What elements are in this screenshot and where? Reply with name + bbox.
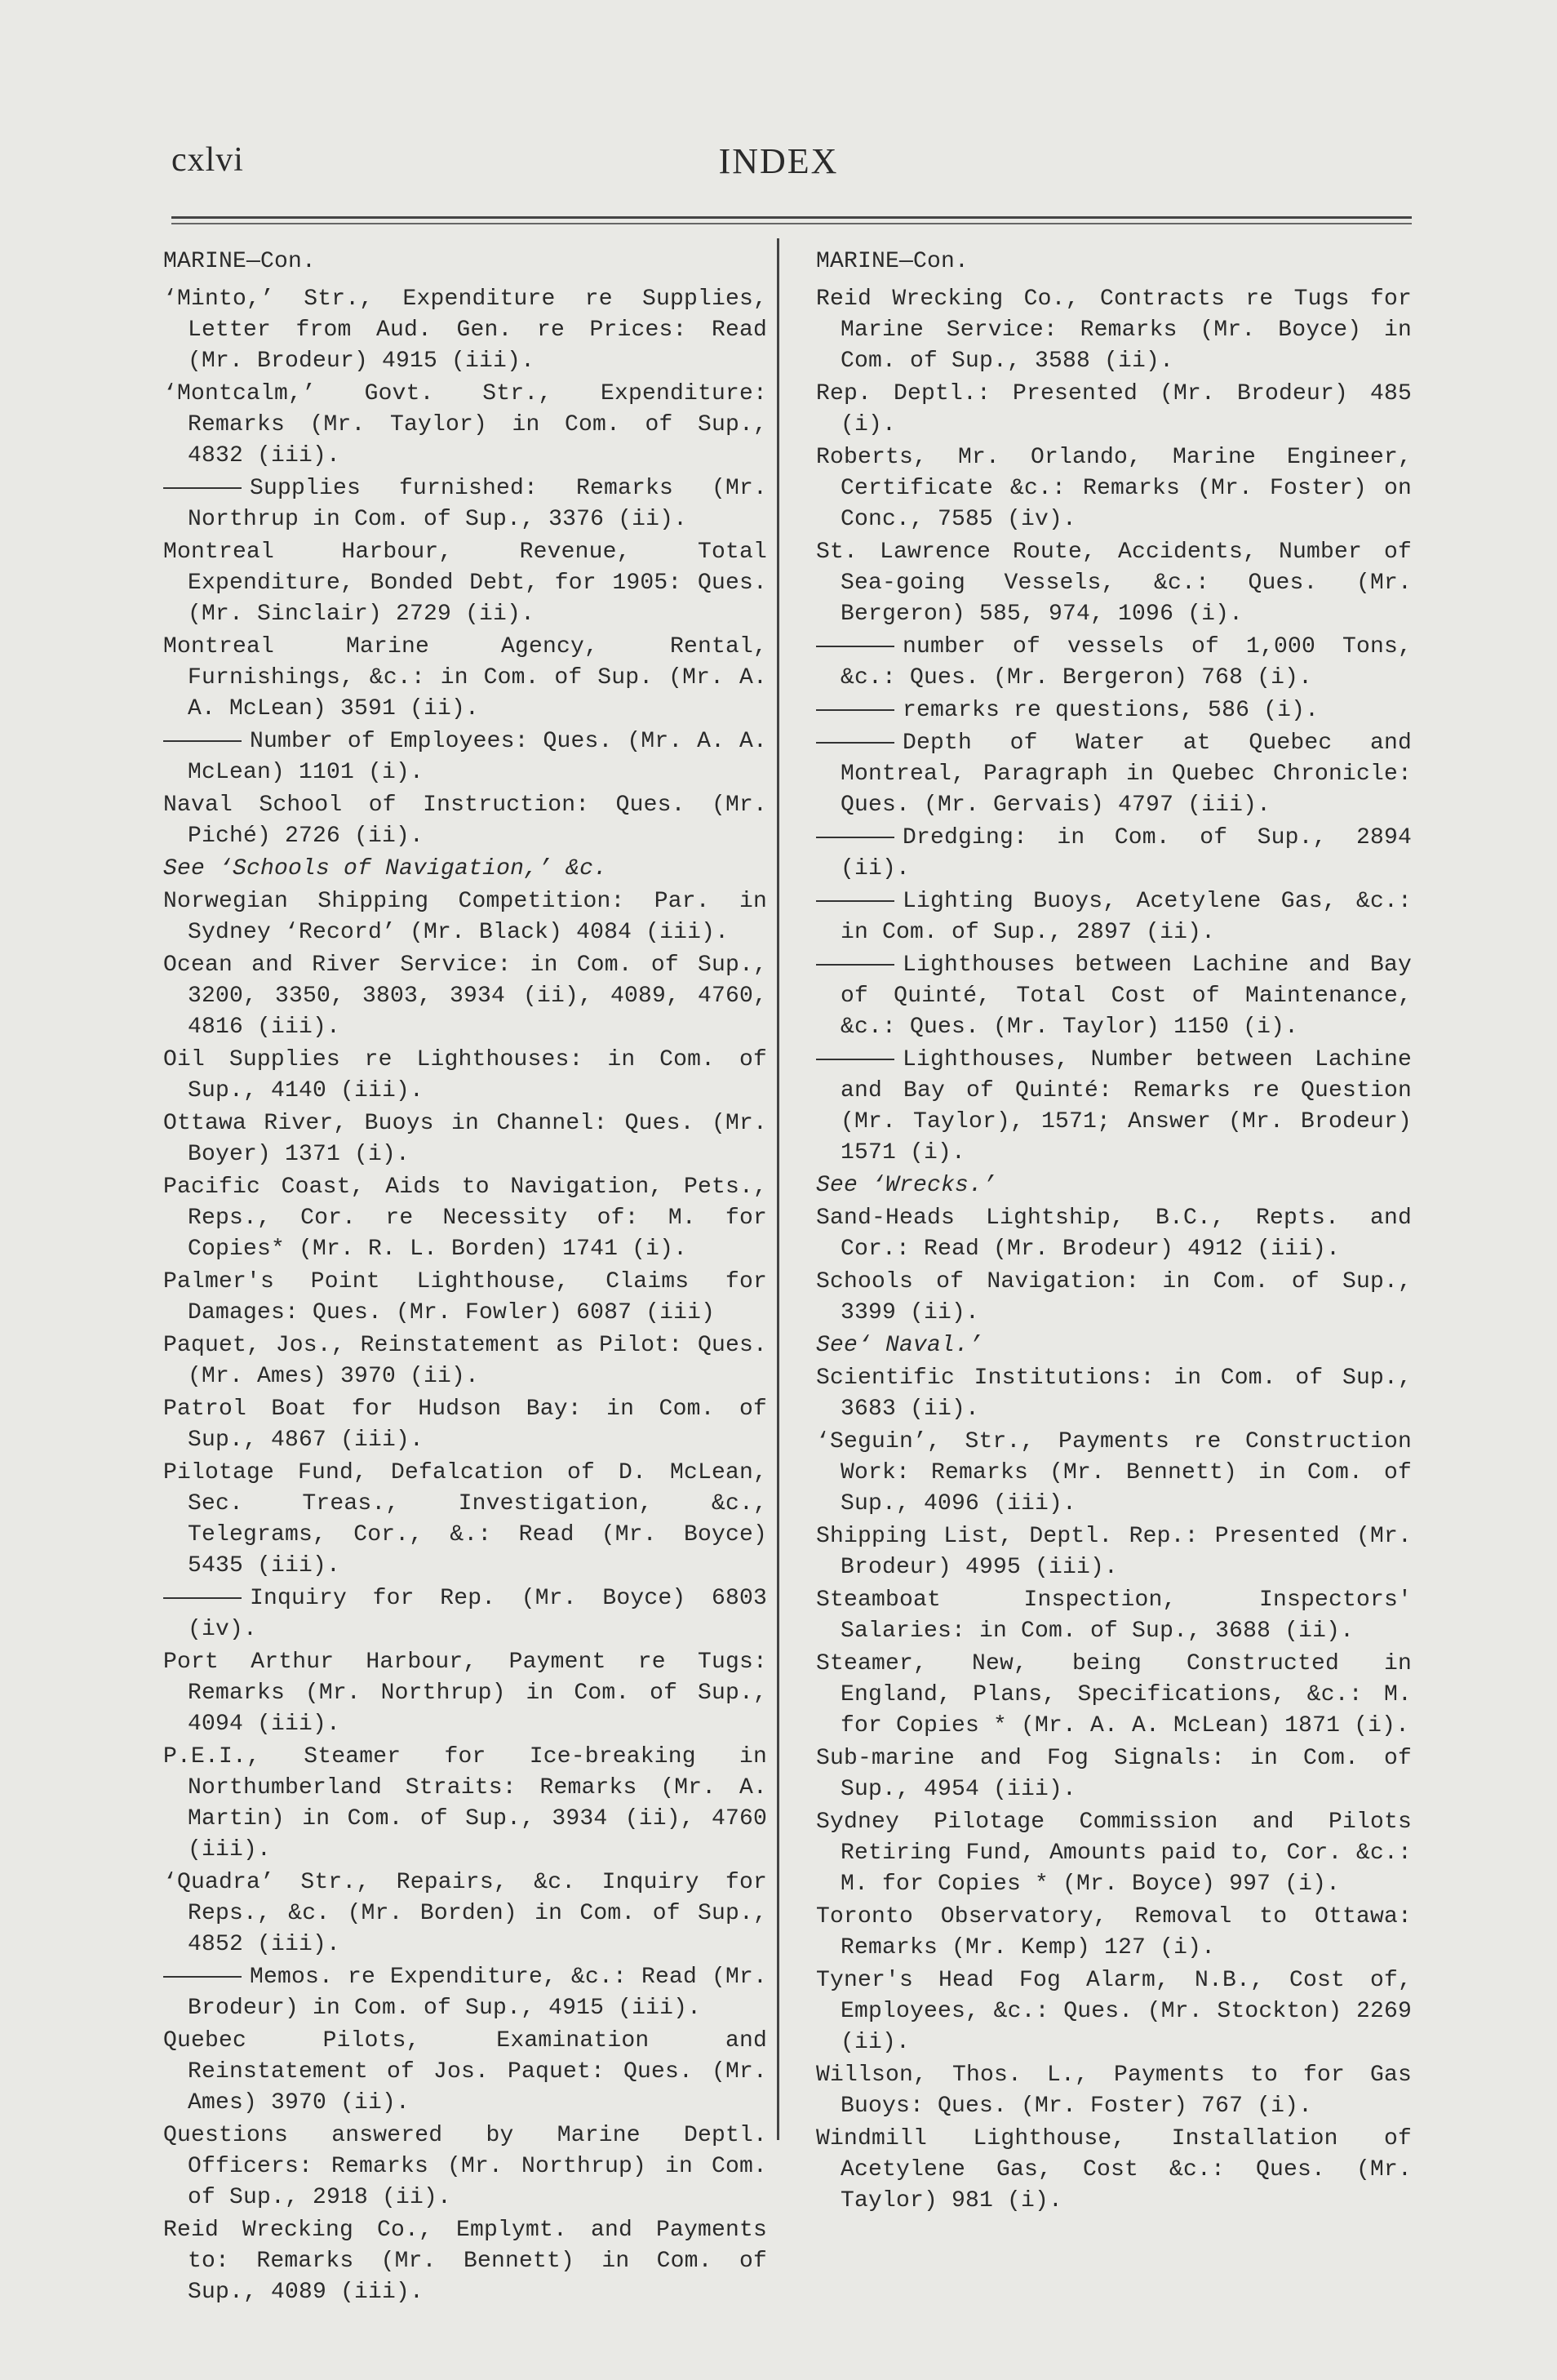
sub-entry: number of vessels of 1,000 Tons, &c.: Ques. (Mr. Bergeron) 768 (i).	[816, 632, 1412, 694]
cross-reference: See ‘Wrecks.’	[816, 1173, 997, 1198]
index-entry: Naval School of Instruction: Ques. (Mr. Piché) 2726 (ii).	[163, 793, 767, 849]
index-entry: Tyner's Head Fog Alarm, N.B., Cost of, Employees, &c.: Ques. (Mr. Stockton) 2269 (ii).	[816, 1968, 1412, 2055]
entry-list	[163, 284, 767, 2308]
header-rule-secondary	[171, 223, 1412, 224]
index-entry: Port Arthur Harbour, Payment re Tugs: Remarks (Mr. Northrup) in Com. of Sup., 4094 (iii).	[163, 1650, 767, 1737]
cross-reference: See ‘Schools of Navigation,’ &c.	[163, 856, 608, 881]
index-entry: Questions answered by Marine Deptl. Officers: Remarks (Mr. Northrup) in Com. of Sup., 2918 (ii).	[163, 2123, 767, 2210]
index-entry: Ocean and River Service: in Com. of Sup., 3200, 3350, 3803, 3934 (ii), 4089, 4760, 4816 (iii).	[163, 952, 767, 1040]
index-entry: St. Lawrence Route, Accidents, Number of Sea-going Vessels, &c.: Ques. (Mr. Bergeron) 585, 974, 1096 (i).	[816, 539, 1412, 627]
right-column	[816, 246, 1412, 2218]
index-entry: Pilotage Fund, Defalcation of D. McLean, Sec. Treas., Investigation, &c., Telegrams, Cor., &.: Read (Mr. Boyce) 5435 (iii).	[163, 1460, 767, 1579]
column-divider	[777, 238, 779, 2140]
index-entry: ‘Quadra’ Str., Repairs, &c. Inquiry for Reps., &c. (Mr. Borden) in Com. of Sup., 4852 (iii).	[163, 1870, 767, 1957]
index-entry: Montreal Harbour, Revenue, Total Expenditure, Bonded Debt, for 1905: Ques. (Mr. Sinclair) 2729 (ii).	[163, 539, 767, 627]
index-entry: Sydney Pilotage Commission and Pilots Retiring Fund, Amounts paid to, Cor. &c.: M. for Copies * (Mr. Boyce) 997 (i).	[816, 1809, 1412, 1897]
sub-entry: Number of Employees: Ques. (Mr. A. A. McLean) 1101 (i).	[163, 726, 767, 788]
sub-entry: Dredging: in Com. of Sup., 2894 (ii).	[816, 823, 1412, 885]
sub-entry: Lighthouses between Lachine and Bay of Quinté, Total Cost of Maintenance, &c.: Ques. (Mr. Taylor) 1150 (i).	[816, 950, 1412, 1043]
column-heading: MARINE—Con.	[163, 249, 317, 274]
index-entry: Quebec Pilots, Examination and Reinstatement of Jos. Paquet: Ques. (Mr. Ames) 3970 (ii).	[163, 2028, 767, 2116]
index-entry: Palmer's Point Lighthouse, Claims for Damages: Ques. (Mr. Fowler) 6087 (iii)	[163, 1269, 767, 1325]
index-entry: Willson, Thos. L., Payments to for Gas Buoys: Ques. (Mr. Foster) 767 (i).	[816, 2063, 1412, 2119]
index-entry: Schools of Navigation: in Com. of Sup., 3399 (ii).	[816, 1269, 1412, 1325]
index-entry: Sub-marine and Fog Signals: in Com. of Sup., 4954 (iii).	[816, 1746, 1412, 1802]
index-entry: Sand-Heads Lightship, B.C., Repts. and Cor.: Read (Mr. Brodeur) 4912 (iii).	[816, 1206, 1412, 1262]
page-title: INDEX	[718, 141, 839, 181]
cross-reference: See‘ Naval.’	[816, 1333, 983, 1358]
index-entry: Reid Wrecking Co., Contracts re Tugs for Marine Service: Remarks (Mr. Boyce) in Com. of Sup., 3588 (ii).	[816, 286, 1412, 374]
index-entry: Norwegian Shipping Competition: Par. in Sydney ‘Record’ (Mr. Black) 4084 (iii).	[163, 889, 767, 945]
index-entry: Shipping List, Deptl. Rep.: Presented (Mr. Brodeur) 4995 (iii).	[816, 1524, 1412, 1580]
sub-entry: Supplies furnished: Remarks (Mr. Northrup in Com. of Sup., 3376 (ii).	[163, 473, 767, 535]
index-entry: ‘Montcalm,’ Govt. Str., Expenditure: Remarks (Mr. Taylor) in Com. of Sup., 4832 (iii).	[163, 381, 767, 468]
sub-entry: remarks re questions, 586 (i).	[816, 695, 1412, 726]
index-entry: Steamer, New, being Constructed in England, Plans, Specifications, &c.: M. for Copies * (Mr. A. A. McLean) 1871 (i).	[816, 1651, 1412, 1738]
column-heading: MARINE—Con.	[816, 249, 969, 274]
sub-entry: Memos. re Expenditure, &c.: Read (Mr. Brodeur) in Com. of Sup., 4915 (iii).	[163, 1962, 767, 2024]
entry-list	[816, 284, 1412, 2217]
index-entry: Reid Wrecking Co., Emplymt. and Payments to: Remarks (Mr. Bennett) in Com. of Sup., 4089 (iii).	[163, 2218, 767, 2305]
index-entry: Steamboat Inspection, Inspectors' Salaries: in Com. of Sup., 3688 (ii).	[816, 1587, 1412, 1644]
index-entry: Patrol Boat for Hudson Bay: in Com. of Sup., 4867 (iii).	[163, 1396, 767, 1453]
index-entry: Oil Supplies re Lighthouses: in Com. of Sup., 4140 (iii).	[163, 1047, 767, 1103]
index-entry: Pacific Coast, Aids to Navigation, Pets., Reps., Cor. re Necessity of: M. for Copies* (Mr. R. L. Borden) 1741 (i).	[163, 1174, 767, 1262]
index-entry: Paquet, Jos., Reinstatement as Pilot: Ques. (Mr. Ames) 3970 (ii).	[163, 1333, 767, 1389]
sub-entry: Depth of Water at Quebec and Montreal, Paragraph in Quebec Chronicle: Ques. (Mr. Gervais) 4797 (iii).	[816, 728, 1412, 821]
index-entry: Ottawa River, Buoys in Channel: Ques. (Mr. Boyer) 1371 (i).	[163, 1111, 767, 1167]
index-entry: Windmill Lighthouse, Installation of Acetylene Gas, Cost &c.: Ques. (Mr. Taylor) 981 (i).	[816, 2126, 1412, 2213]
index-entry: ‘Minto,’ Str., Expenditure re Supplies, Letter from Aud. Gen. re Prices: Read (Mr. Brodeur) 4915 (iii).	[163, 286, 767, 374]
index-entry: Toronto Observatory, Removal to Ottawa: Remarks (Mr. Kemp) 127 (i).	[816, 1904, 1412, 1960]
index-entry: Montreal Marine Agency, Rental, Furnishings, &c.: in Com. of Sup. (Mr. A. A. McLean) 3591 (ii).	[163, 634, 767, 722]
header-rule	[171, 216, 1412, 219]
left-column	[163, 246, 767, 2310]
sub-entry: Inquiry for Rep. (Mr. Boyce) 6803 (iv).	[163, 1583, 767, 1645]
index-entry: ‘Seguin’, Str., Payments re Construction Work: Remarks (Mr. Bennett) in Com. of Sup., 4096 (iii).	[816, 1429, 1412, 1516]
index-entry: P.E.I., Steamer for Ice-breaking in Northumberland Straits: Remarks (Mr. A. Martin) in Com. of Sup., 3934 (ii), 4760 (iii).	[163, 1744, 767, 1863]
index-entry: Rep. Deptl.: Presented (Mr. Brodeur) 485 (i).	[816, 381, 1412, 437]
sub-entry: Lighting Buoys, Acetylene Gas, &c.: in Com. of Sup., 2897 (ii).	[816, 886, 1412, 948]
index-entry: Scientific Institutions: in Com. of Sup., 3683 (ii).	[816, 1365, 1412, 1422]
page-number: cxlvi	[171, 141, 244, 179]
sub-entry: Lighthouses, Number between Lachine and Bay of Quinté: Remarks re Question (Mr. Taylor), 1571; Answer (Mr. Brodeur) 1571 (i).	[816, 1045, 1412, 1169]
index-entry: Roberts, Mr. Orlando, Marine Engineer, Certificate &c.: Remarks (Mr. Foster) on Conc., 7585 (iv).	[816, 445, 1412, 532]
